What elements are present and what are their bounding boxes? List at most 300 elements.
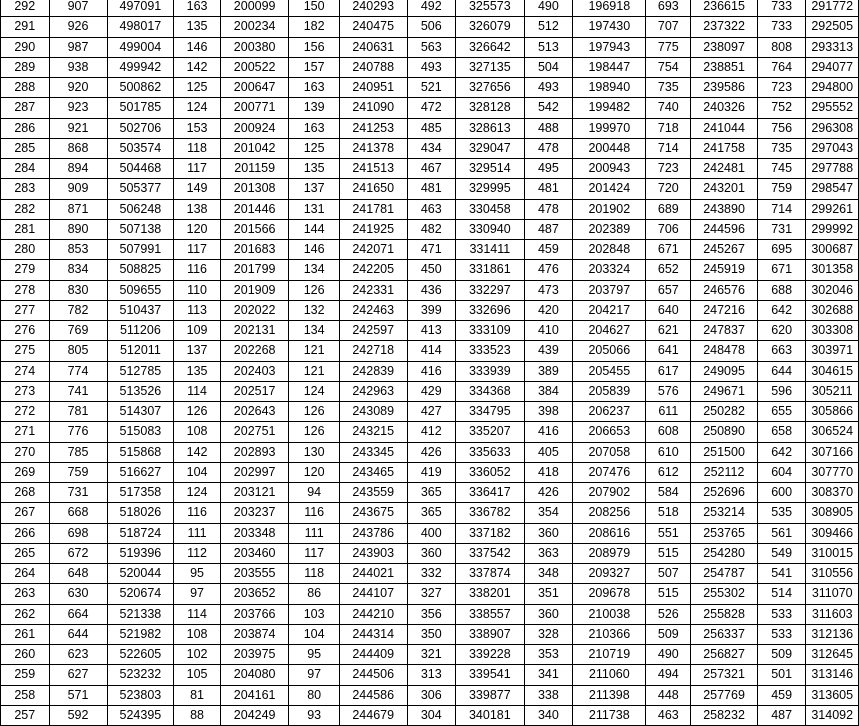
table-cell: 735 <box>757 138 806 158</box>
table-cell: 280 <box>1 240 50 260</box>
table-cell: 144 <box>289 219 339 239</box>
table-cell: 481 <box>407 179 456 199</box>
table-cell: 258232 <box>691 705 758 725</box>
table-row <box>1 57 859 77</box>
table-cell: 745 <box>757 159 806 179</box>
table-cell: 116 <box>174 260 221 280</box>
table-cell: 329047 <box>456 138 525 158</box>
table-cell: 249095 <box>691 361 758 381</box>
table-cell: 255302 <box>691 584 758 604</box>
table-cell: 463 <box>407 199 456 219</box>
table-cell: 512 <box>524 17 573 37</box>
table-cell: 182 <box>289 17 339 37</box>
table-cell: 250890 <box>691 422 758 442</box>
table-cell: 348 <box>524 564 573 584</box>
table-cell: 201424 <box>573 179 646 199</box>
table-cell: 338907 <box>456 624 525 644</box>
table-cell: 125 <box>289 138 339 158</box>
table-cell: 240475 <box>339 17 407 37</box>
table-cell: 524395 <box>107 705 174 725</box>
table-cell: 243215 <box>339 422 407 442</box>
table-cell: 200099 <box>220 0 289 17</box>
table-cell: 240293 <box>339 0 407 17</box>
table-cell: 907 <box>49 0 107 17</box>
table-cell: 509 <box>757 645 806 665</box>
table-cell: 561 <box>757 523 806 543</box>
table-cell: 610 <box>646 442 691 462</box>
table-cell: 242839 <box>339 361 407 381</box>
table-cell: 308905 <box>806 503 859 523</box>
table-cell: 612 <box>646 462 691 482</box>
table-row <box>1 0 859 17</box>
table-cell: 868 <box>49 138 107 158</box>
table-cell: 202268 <box>220 341 289 361</box>
table-cell: 621 <box>646 321 691 341</box>
table-cell: 257769 <box>691 685 758 705</box>
table-cell: 920 <box>49 78 107 98</box>
table-cell: 294077 <box>806 57 859 77</box>
table-cell: 126 <box>289 422 339 442</box>
table-cell: 398 <box>524 402 573 422</box>
table-cell: 506248 <box>107 199 174 219</box>
table-cell: 313 <box>407 665 456 685</box>
table-cell: 782 <box>49 300 107 320</box>
table-cell: 202893 <box>220 442 289 462</box>
table-cell: 203975 <box>220 645 289 665</box>
table-cell: 131 <box>289 199 339 219</box>
table-cell: 139 <box>289 98 339 118</box>
table-cell: 93 <box>289 705 339 725</box>
table-row <box>1 402 859 422</box>
table-row <box>1 118 859 138</box>
table-cell: 257321 <box>691 665 758 685</box>
table-cell: 416 <box>524 422 573 442</box>
table-cell: 551 <box>646 523 691 543</box>
table-cell: 116 <box>174 503 221 523</box>
table-cell: 671 <box>757 260 806 280</box>
table-cell: 506 <box>407 17 456 37</box>
table-cell: 243559 <box>339 483 407 503</box>
table-cell: 808 <box>757 37 806 57</box>
table-cell: 658 <box>757 422 806 442</box>
table-cell: 689 <box>646 199 691 219</box>
table-cell: 535 <box>757 503 806 523</box>
table-cell: 293313 <box>806 37 859 57</box>
table-cell: 487 <box>757 705 806 725</box>
table-cell: 731 <box>49 483 107 503</box>
table-cell: 459 <box>524 240 573 260</box>
table-cell: 663 <box>757 341 806 361</box>
table-cell: 209678 <box>573 584 646 604</box>
table-cell: 775 <box>646 37 691 57</box>
table-cell: 672 <box>49 543 107 563</box>
table-cell: 125 <box>174 78 221 98</box>
table-cell: 513 <box>524 37 573 57</box>
table-cell: 894 <box>49 159 107 179</box>
table-cell: 243903 <box>339 543 407 563</box>
table-row <box>1 78 859 98</box>
table-cell: 508825 <box>107 260 174 280</box>
table-cell: 523803 <box>107 685 174 705</box>
table-cell: 488 <box>524 118 573 138</box>
table-row <box>1 462 859 482</box>
table-cell: 135 <box>174 361 221 381</box>
table-cell: 307770 <box>806 462 859 482</box>
table-cell: 356 <box>407 604 456 624</box>
table-cell: 259 <box>1 665 50 685</box>
table-cell: 203324 <box>573 260 646 280</box>
table-cell: 617 <box>646 361 691 381</box>
table-cell: 303971 <box>806 341 859 361</box>
table-row <box>1 159 859 179</box>
table-cell: 126 <box>174 402 221 422</box>
table-cell: 126 <box>289 280 339 300</box>
table-cell: 340 <box>524 705 573 725</box>
table-cell: 338201 <box>456 584 525 604</box>
table-row <box>1 280 859 300</box>
table-cell: 256827 <box>691 645 758 665</box>
table-cell: 203237 <box>220 503 289 523</box>
table-cell: 270 <box>1 442 50 462</box>
table-cell: 698 <box>49 523 107 543</box>
table-cell: 94 <box>289 483 339 503</box>
table-cell: 163 <box>174 0 221 17</box>
table-cell: 350 <box>407 624 456 644</box>
table-cell: 563 <box>407 37 456 57</box>
table-cell: 114 <box>174 604 221 624</box>
table-cell: 272 <box>1 402 50 422</box>
table-cell: 336052 <box>456 462 525 482</box>
table-cell: 211060 <box>573 665 646 685</box>
table-cell: 208256 <box>573 503 646 523</box>
table-cell: 596 <box>757 381 806 401</box>
table-cell: 254280 <box>691 543 758 563</box>
table-cell: 512785 <box>107 361 174 381</box>
table-cell: 150 <box>289 0 339 17</box>
table-row <box>1 685 859 705</box>
table-cell: 134 <box>289 260 339 280</box>
table-cell: 608 <box>646 422 691 442</box>
table-cell: 781 <box>49 402 107 422</box>
table-cell: 117 <box>174 159 221 179</box>
table-cell: 291 <box>1 17 50 37</box>
table-row <box>1 138 859 158</box>
table-cell: 313605 <box>806 685 859 705</box>
table-cell: 200647 <box>220 78 289 98</box>
table-cell: 211398 <box>573 685 646 705</box>
table-cell: 336417 <box>456 483 525 503</box>
table-cell: 890 <box>49 219 107 239</box>
table-cell: 117 <box>174 240 221 260</box>
table-cell: 478 <box>524 138 573 158</box>
table-cell: 473 <box>524 280 573 300</box>
table-cell: 196918 <box>573 0 646 17</box>
table-cell: 118 <box>174 138 221 158</box>
table-cell: 515 <box>646 543 691 563</box>
table-cell: 516627 <box>107 462 174 482</box>
table-cell: 509655 <box>107 280 174 300</box>
table-cell: 242597 <box>339 321 407 341</box>
table-cell: 420 <box>524 300 573 320</box>
table-cell: 339541 <box>456 665 525 685</box>
table-cell: 328613 <box>456 118 525 138</box>
table-cell: 326079 <box>456 17 525 37</box>
table-cell: 240951 <box>339 78 407 98</box>
table-cell: 436 <box>407 280 456 300</box>
table-cell: 309466 <box>806 523 859 543</box>
table-cell: 205839 <box>573 381 646 401</box>
table-cell: 493 <box>407 57 456 77</box>
table-cell: 714 <box>646 138 691 158</box>
table-cell: 312136 <box>806 624 859 644</box>
table-row <box>1 179 859 199</box>
table-cell: 281 <box>1 219 50 239</box>
table-cell: 294800 <box>806 78 859 98</box>
table-cell: 542 <box>524 98 573 118</box>
table-cell: 243786 <box>339 523 407 543</box>
table-cell: 245919 <box>691 260 758 280</box>
table-cell: 146 <box>289 240 339 260</box>
table-row <box>1 361 859 381</box>
table-cell: 202131 <box>220 321 289 341</box>
table-cell: 277 <box>1 300 50 320</box>
table-cell: 241650 <box>339 179 407 199</box>
table-cell: 238097 <box>691 37 758 57</box>
table-cell: 243089 <box>339 402 407 422</box>
table-cell: 478 <box>524 199 573 219</box>
table-row <box>1 321 859 341</box>
table-cell: 515083 <box>107 422 174 442</box>
table-cell: 752 <box>757 98 806 118</box>
table-cell: 337874 <box>456 564 525 584</box>
table-row <box>1 564 859 584</box>
table-row <box>1 199 859 219</box>
table-cell: 244679 <box>339 705 407 725</box>
table-cell: 499004 <box>107 37 174 57</box>
table-cell: 520674 <box>107 584 174 604</box>
table-cell: 723 <box>646 159 691 179</box>
table-cell: 203348 <box>220 523 289 543</box>
table-cell: 153 <box>174 118 221 138</box>
table-cell: 303308 <box>806 321 859 341</box>
table-cell: 240631 <box>339 37 407 57</box>
table-cell: 138 <box>174 199 221 219</box>
table-cell: 244506 <box>339 665 407 685</box>
table-cell: 137 <box>289 179 339 199</box>
table-cell: 325573 <box>456 0 525 17</box>
table-cell: 426 <box>524 483 573 503</box>
table-cell: 507 <box>646 564 691 584</box>
table-cell: 279 <box>1 260 50 280</box>
table-cell: 518724 <box>107 523 174 543</box>
table-row <box>1 37 859 57</box>
table-cell: 351 <box>524 584 573 604</box>
table-cell: 285 <box>1 138 50 158</box>
table-cell: 142 <box>174 57 221 77</box>
table-cell: 244021 <box>339 564 407 584</box>
table-cell: 623 <box>49 645 107 665</box>
table-cell: 287 <box>1 98 50 118</box>
table-cell: 290 <box>1 37 50 57</box>
table-cell: 497091 <box>107 0 174 17</box>
table-cell: 339228 <box>456 645 525 665</box>
table-cell: 518026 <box>107 503 174 523</box>
table-cell: 202643 <box>220 402 289 422</box>
table-cell: 88 <box>174 705 221 725</box>
table-cell: 247216 <box>691 300 758 320</box>
table-cell: 200522 <box>220 57 289 77</box>
table-cell: 360 <box>524 523 573 543</box>
table-cell: 297788 <box>806 159 859 179</box>
table-cell: 241378 <box>339 138 407 158</box>
table-cell: 205066 <box>573 341 646 361</box>
table-row <box>1 341 859 361</box>
table-cell: 327656 <box>456 78 525 98</box>
table-cell: 335207 <box>456 422 525 442</box>
table-cell: 305866 <box>806 402 859 422</box>
table-cell: 243201 <box>691 179 758 199</box>
table-cell: 498017 <box>107 17 174 37</box>
table-cell: 642 <box>757 442 806 462</box>
table-cell: 695 <box>757 240 806 260</box>
table-cell: 241925 <box>339 219 407 239</box>
table-cell: 81 <box>174 685 221 705</box>
table-cell: 97 <box>289 665 339 685</box>
table-row <box>1 442 859 462</box>
table-cell: 203797 <box>573 280 646 300</box>
table-cell: 201566 <box>220 219 289 239</box>
table-cell: 241253 <box>339 118 407 138</box>
table-cell: 328 <box>524 624 573 644</box>
table-cell: 299261 <box>806 199 859 219</box>
table-cell: 113 <box>174 300 221 320</box>
table-cell: 329514 <box>456 159 525 179</box>
table-cell: 413 <box>407 321 456 341</box>
table-cell: 523232 <box>107 665 174 685</box>
table-cell: 754 <box>646 57 691 77</box>
table-cell: 208616 <box>573 523 646 543</box>
table-cell: 648 <box>49 564 107 584</box>
table-cell: 671 <box>646 240 691 260</box>
table-cell: 759 <box>49 462 107 482</box>
table-cell: 541 <box>757 564 806 584</box>
table-cell: 253214 <box>691 503 758 523</box>
table-cell: 592 <box>49 705 107 725</box>
table-row <box>1 705 859 725</box>
table-cell: 105 <box>174 665 221 685</box>
table-cell: 360 <box>407 543 456 563</box>
table-cell: 118 <box>289 564 339 584</box>
table-cell: 718 <box>646 118 691 138</box>
table-row <box>1 17 859 37</box>
table-cell: 111 <box>174 523 221 543</box>
table-cell: 241090 <box>339 98 407 118</box>
table-cell: 611 <box>646 402 691 422</box>
table-cell: 135 <box>289 159 339 179</box>
table-cell: 200380 <box>220 37 289 57</box>
table-cell: 668 <box>49 503 107 523</box>
table-cell: 429 <box>407 381 456 401</box>
table-cell: 242963 <box>339 381 407 401</box>
table-cell: 785 <box>49 442 107 462</box>
table-cell: 834 <box>49 260 107 280</box>
table-cell: 86 <box>289 584 339 604</box>
table-cell: 250282 <box>691 402 758 422</box>
table-cell: 237322 <box>691 17 758 37</box>
table-cell: 549 <box>757 543 806 563</box>
table-cell: 274 <box>1 361 50 381</box>
table-cell: 108 <box>174 422 221 442</box>
table-cell: 740 <box>646 98 691 118</box>
table-cell: 533 <box>757 624 806 644</box>
table-cell: 206653 <box>573 422 646 442</box>
table-cell: 130 <box>289 442 339 462</box>
table-cell: 604 <box>757 462 806 482</box>
table-cell: 205455 <box>573 361 646 381</box>
table-cell: 135 <box>174 17 221 37</box>
table-cell: 769 <box>49 321 107 341</box>
table-cell: 267 <box>1 503 50 523</box>
table-cell: 764 <box>757 57 806 77</box>
table-cell: 723 <box>757 78 806 98</box>
table-cell: 282 <box>1 199 50 219</box>
table-cell: 652 <box>646 260 691 280</box>
table-cell: 289 <box>1 57 50 77</box>
table-cell: 354 <box>524 503 573 523</box>
table-cell: 202751 <box>220 422 289 442</box>
table-cell: 202997 <box>220 462 289 482</box>
table-cell: 204249 <box>220 705 289 725</box>
table-cell: 242718 <box>339 341 407 361</box>
table-cell: 198447 <box>573 57 646 77</box>
table-cell: 247837 <box>691 321 758 341</box>
table-cell: 241044 <box>691 118 758 138</box>
table-cell: 245267 <box>691 240 758 260</box>
table-cell: 243345 <box>339 442 407 462</box>
table-cell: 321 <box>407 645 456 665</box>
table-cell: 576 <box>646 381 691 401</box>
table-cell: 521982 <box>107 624 174 644</box>
table-cell: 200234 <box>220 17 289 37</box>
table-cell: 241758 <box>691 138 758 158</box>
table-cell: 512011 <box>107 341 174 361</box>
table-cell: 208979 <box>573 543 646 563</box>
table-cell: 520044 <box>107 564 174 584</box>
table-cell: 260 <box>1 645 50 665</box>
table-cell: 268 <box>1 483 50 503</box>
table-cell: 149 <box>174 179 221 199</box>
table-cell: 735 <box>646 78 691 98</box>
table-cell: 500862 <box>107 78 174 98</box>
table-cell: 733 <box>757 0 806 17</box>
table-cell: 384 <box>524 381 573 401</box>
table-cell: 853 <box>49 240 107 260</box>
table-cell: 805 <box>49 341 107 361</box>
table-cell: 426 <box>407 442 456 462</box>
table-cell: 104 <box>289 624 339 644</box>
table-cell: 505377 <box>107 179 174 199</box>
table-cell: 240788 <box>339 57 407 77</box>
table-cell: 241781 <box>339 199 407 219</box>
table-cell: 291772 <box>806 0 859 17</box>
table-cell: 202848 <box>573 240 646 260</box>
table-cell: 308370 <box>806 483 859 503</box>
table-cell: 926 <box>49 17 107 37</box>
table-cell: 511206 <box>107 321 174 341</box>
table-cell: 257 <box>1 705 50 725</box>
table-cell: 314092 <box>806 705 859 725</box>
table-cell: 202517 <box>220 381 289 401</box>
